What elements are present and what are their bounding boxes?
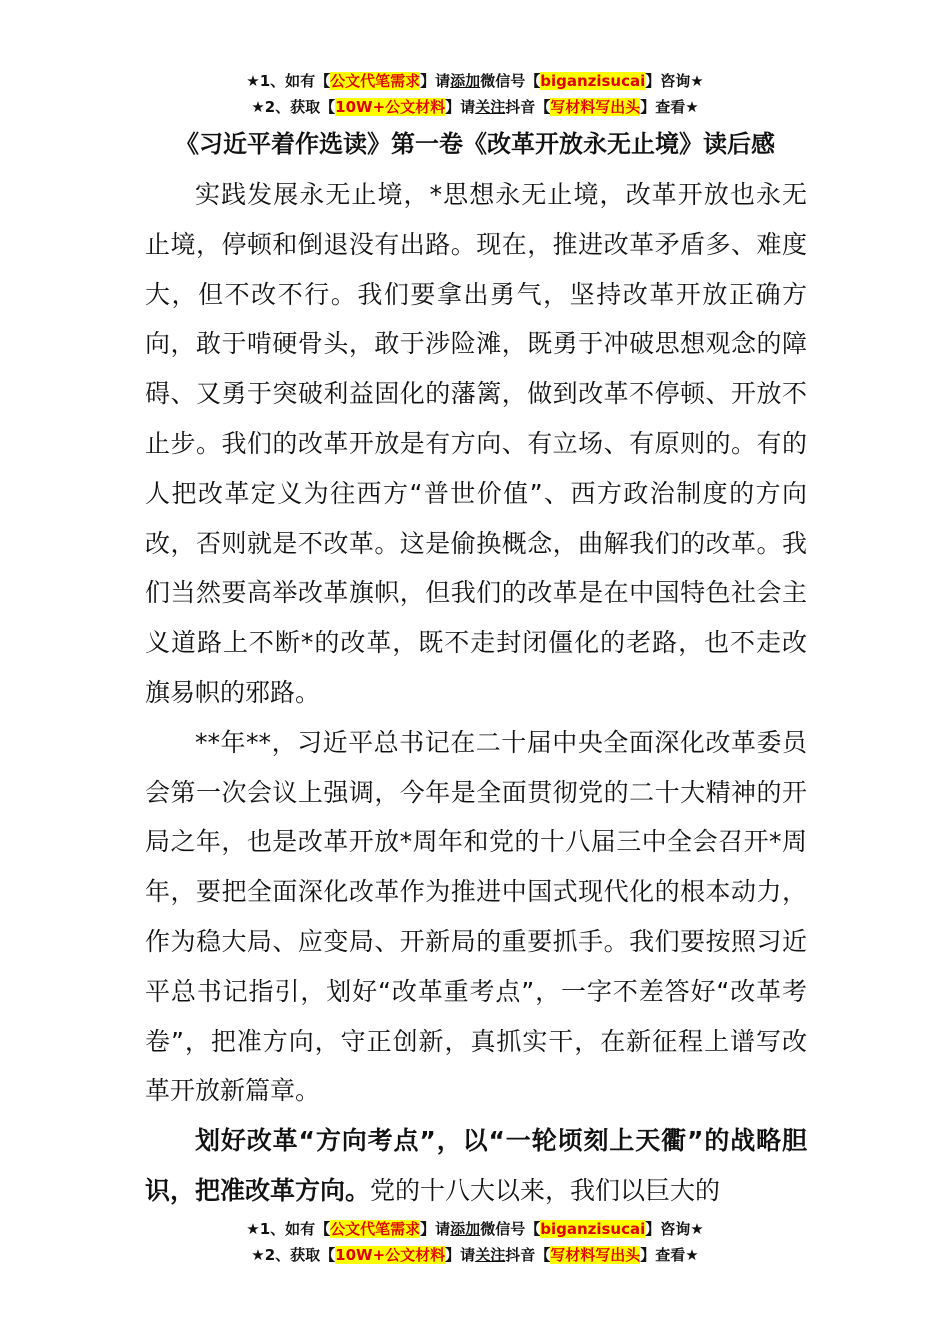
highlight-materials: 10W+公文材料 bbox=[335, 98, 446, 116]
promo-text: 抖音【 bbox=[505, 98, 551, 116]
underline-follow: 关注 bbox=[475, 1246, 506, 1264]
highlight-douyin-account: 写材料写出头 bbox=[550, 1246, 641, 1264]
star-icon: ★ bbox=[685, 98, 699, 116]
promo-text: 】请 bbox=[420, 1220, 451, 1238]
promo-text: 】查看 bbox=[640, 98, 686, 116]
highlight-materials: 10W+公文材料 bbox=[335, 1246, 446, 1264]
star-icon: ★ bbox=[685, 1246, 699, 1264]
promo-text: 2、获取【 bbox=[264, 98, 336, 116]
promo-line-1 bbox=[0, 68, 950, 94]
highlight-douyin-account: 写材料写出头 bbox=[550, 98, 641, 116]
underline-add: 添加 bbox=[450, 1220, 481, 1238]
paragraph-3-text: 党的十八大以来，我们以巨大的 bbox=[370, 1175, 721, 1205]
document-title: 《习近平着作选读》第一卷《改革开放永无止境》读后感 bbox=[175, 130, 775, 158]
highlight-wechat-id: biganzisucai bbox=[540, 72, 646, 90]
underline-follow: 关注 bbox=[475, 98, 506, 116]
promo-line-2 bbox=[0, 94, 950, 120]
highlight-ghostwriting: 公文代笔需求 bbox=[330, 1220, 421, 1238]
star-icon: ★ bbox=[690, 1220, 704, 1238]
promo-text: 2、获取【 bbox=[264, 1246, 336, 1264]
highlight-wechat-id: biganzisucai bbox=[540, 1220, 646, 1238]
promo-text: 】咨询 bbox=[645, 72, 691, 90]
promo-line-1 bbox=[0, 1216, 950, 1242]
promo-text: 】咨询 bbox=[645, 1220, 691, 1238]
promo-text: 】请 bbox=[445, 98, 476, 116]
paragraph-3 bbox=[145, 1116, 807, 1216]
document-body bbox=[145, 170, 807, 1216]
promo-text: 抖音【 bbox=[505, 1246, 551, 1264]
star-icon: ★ bbox=[690, 72, 704, 90]
star-icon: ★ bbox=[251, 98, 265, 116]
promo-text: 1、如有【 bbox=[259, 72, 331, 90]
paragraph-2: **年**，习近平总书记在二十届中央全面深化改革委员会第一次会议上强调，今年是全面贯彻党的二十大精神的开局之年，也是改革开放*周年和党的十八届三中全会召开*周年，要把全面深化改革作为推进中国式现代化的根本动力，作为稳大局、应变局、开新局的重要抓手。我们要按照习近平总书记指引，划好“改革重考点”，一字不差答好“改革考卷”，把准方向，守正创新，真抓实干，在新征程上谱写改革开放新篇章。 bbox=[145, 727, 807, 1106]
top-promo-banner bbox=[0, 68, 950, 120]
paragraph-3-heading: 划好改革“方向考点”，以“一轮顷刻上天衢”的战略胆识，把准改革方向。 bbox=[145, 1126, 807, 1205]
highlight-ghostwriting: 公文代笔需求 bbox=[330, 72, 421, 90]
underline-add: 添加 bbox=[450, 72, 481, 90]
star-icon: ★ bbox=[246, 72, 260, 90]
promo-text: 1、如有【 bbox=[259, 1220, 331, 1238]
promo-text: 】查看 bbox=[640, 1246, 686, 1264]
promo-text: 微信号【 bbox=[480, 72, 541, 90]
promo-line-2 bbox=[0, 1242, 950, 1268]
promo-text: 】请 bbox=[445, 1246, 476, 1264]
star-icon: ★ bbox=[246, 1220, 260, 1238]
promo-text: 微信号【 bbox=[480, 1220, 541, 1238]
star-icon: ★ bbox=[251, 1246, 265, 1264]
bottom-promo-banner bbox=[0, 1216, 950, 1268]
paragraph-1: 实践发展永无止境，*思想永无止境，改革开放也永无止境，停顿和倒退没有出路。现在，推进改革矛盾多、难度大，但不改不行。我们要拿出勇气，坚持改革开放正确方向，敢于啃硬骨头，敢于涉险滩，既勇于冲破思想观念的障碍、又勇于突破利益固化的藩篱，做到改革不停顿、开放不止步。我们的改革开放是有方向、有立场、有原则的。有的人把改革定义为往西方“普世价值”、西方政治制度的方向改，否则就是不改革。这是偷换概念，曲解我们的改革。我们当然要高举改革旗帜，但我们的改革是在中国特色社会主义道路上不断*的改革，既不走封闭僵化的老路，也不走改旗易帜的邪路。 bbox=[145, 180, 807, 707]
promo-text: 】请 bbox=[420, 72, 451, 90]
